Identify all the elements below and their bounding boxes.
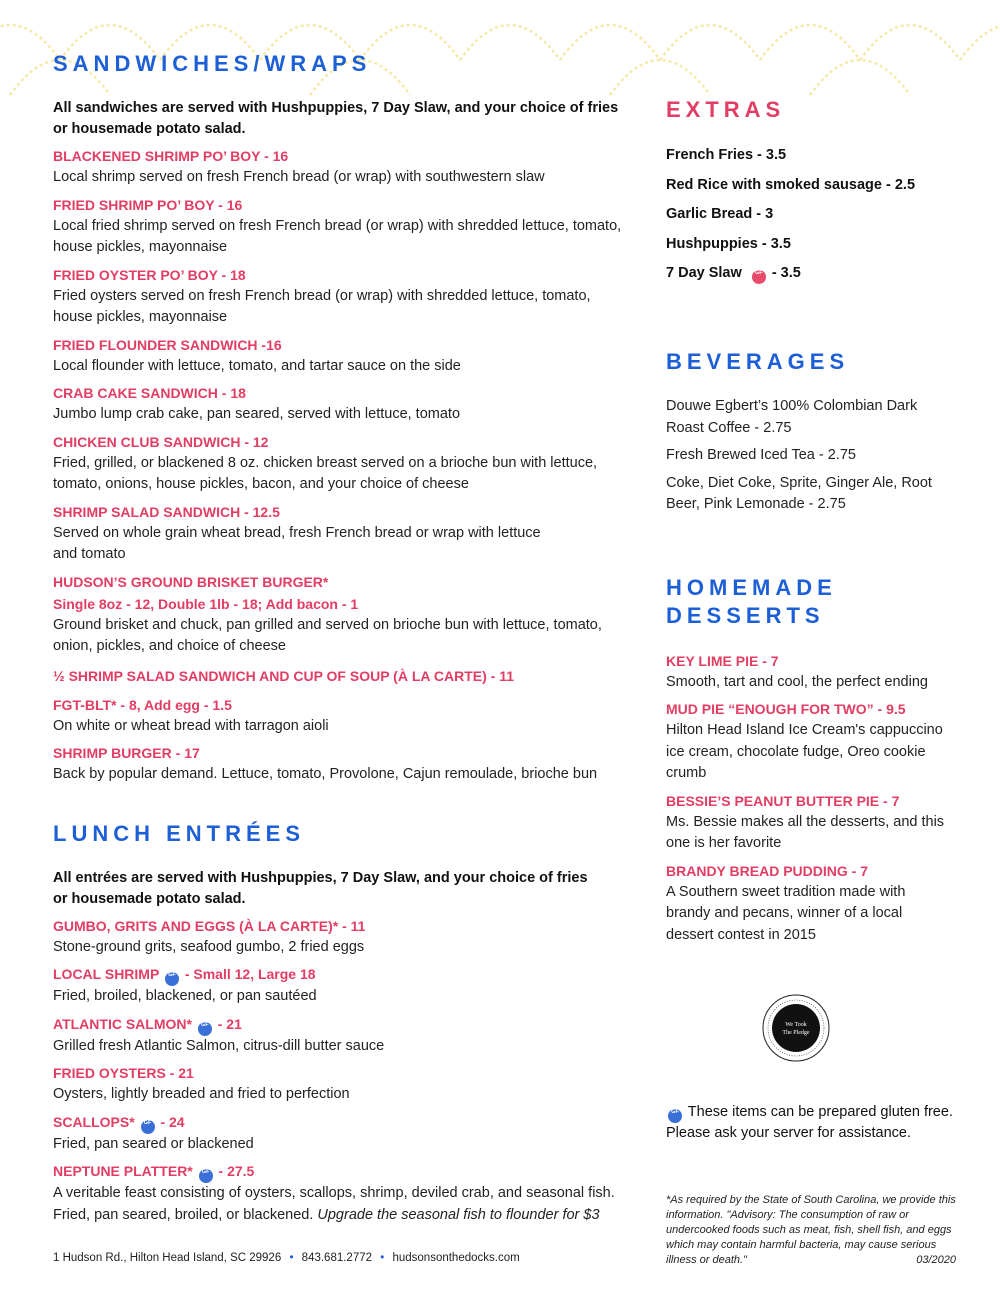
item-desc: Stone-ground grits, seafood gumbo, 2 fried eggs	[53, 938, 365, 955]
item-desc: Jumbo lump crab cake, pan seared, served with lettuce, tomato	[53, 406, 461, 422]
item-desc: Hilton Head Island Ice Cream's cappuccino ice cream, chocolate fudge, Oreo cookie crumb	[666, 722, 943, 781]
item-desc: Local fried shrimp served on fresh French bread (or wrap) with shredded lettuce, tomato, house pickles, mayonnaise	[53, 217, 622, 255]
item-name-main: ATLANTIC SALMON*	[53, 1015, 192, 1032]
menu-item	[53, 1111, 633, 1156]
gluten-free-note	[666, 1102, 966, 1144]
item-name: KEY LIME PIE - 7	[666, 652, 779, 669]
item-name: FRIED SHRIMP PO’ BOY - 16	[53, 196, 243, 213]
beverages-list	[666, 396, 936, 516]
item-name: HUDSON’S GROUND BRISKET BURGER*	[53, 573, 329, 590]
item-name: FGT-BLT* - 8, Add egg - 1.5	[53, 696, 232, 713]
extras-item: Hushpuppies - 3.5	[666, 235, 791, 252]
menu-item	[53, 145, 633, 189]
menu-item	[53, 963, 633, 1008]
item-desc: Local shrimp served on fresh French bread (or wrap) with southwestern slaw	[53, 169, 545, 185]
menu-item	[53, 694, 633, 738]
menu-item	[53, 571, 633, 658]
item-price: - Small 12, Large 18	[184, 966, 316, 982]
extras-list	[666, 144, 966, 284]
item-name: CRAB CAKE SANDWICH - 18	[53, 385, 246, 401]
item-desc-upgrade: Upgrade the seasonal fish to flounder for $3	[317, 1206, 600, 1223]
extras-item: French Fries - 3.5	[666, 147, 787, 163]
health-advisory	[666, 1193, 956, 1268]
footer-website[interactable]: hudsonsonthedocks.com	[392, 1252, 520, 1264]
beverages-title: BEVERAGES	[666, 349, 850, 374]
footer	[53, 1252, 520, 1264]
extras-item: Garlic Bread - 3	[666, 206, 774, 222]
footer-phone: 843.681.2772	[301, 1252, 373, 1264]
menu-item	[53, 194, 633, 259]
item-name: MUD PIE “ENOUGH FOR TWO” - 9.5	[666, 701, 906, 717]
item-desc: Fried, pan seared or blackened	[53, 1135, 254, 1152]
item-name: CHICKEN CLUB SANDWICH - 12	[53, 433, 269, 450]
menu-item	[53, 915, 633, 959]
menu-item	[53, 1013, 633, 1058]
beverage-item: Douwe Egbert’s 100% Colombian Dark Roast Coffee - 2.75	[666, 398, 918, 436]
item-desc-main: A veritable feast consisting of oysters, scallops, shrimp, deviled crab, and seasonal fish. Fried, pan seared, broiled, or blackened.	[53, 1185, 615, 1223]
item-desc: Local flounder with lettuce, tomato, and tartar sauce on the side	[53, 357, 461, 374]
item-name: FRIED OYSTER PO’ BOY - 18	[53, 266, 246, 283]
menu-item	[53, 501, 633, 566]
item-desc: Back by popular demand. Lettuce, tomato, Provolone, Cajun remoulade, brioche bun	[53, 766, 598, 782]
item-desc: A Southern sweet tradition made with brandy and pecans, winner of a local dessert contest in 2015	[666, 883, 906, 943]
pledge-seal-logo	[761, 993, 831, 1063]
left-column	[53, 50, 633, 1226]
item-price: - 27.5	[218, 1163, 255, 1179]
item-price: - 21	[217, 1015, 242, 1032]
item-desc: Ground brisket and chuck, pan grilled and served on brioche bun with lettuce, tomato, onion, pickles, and choice of cheese	[53, 616, 602, 654]
item-name: FRIED OYSTERS - 21	[53, 1065, 194, 1081]
menu-item	[666, 698, 956, 785]
gluten-free-icon: GF	[668, 1109, 682, 1123]
menu-item	[53, 1160, 633, 1226]
item-desc: Smooth, tart and cool, the perfect ending	[666, 673, 928, 690]
item-name: SHRIMP SALAD SANDWICH - 12.5	[53, 503, 280, 520]
seal-line1: We Took	[785, 1022, 807, 1028]
menu-date: 03/2020	[916, 1254, 956, 1266]
right-column	[666, 96, 966, 946]
extras-item: Red Rice with smoked sausage - 2.5	[666, 176, 916, 193]
sandwiches-intro: All sandwiches are served with Hushpuppies, 7 Day Slaw, and your choice of fries or housemade potato salad.	[53, 100, 619, 137]
item-name: SHRIMP BURGER - 17	[53, 745, 200, 761]
item-desc: Served on whole grain wheat bread, fresh French bread or wrap with lettuce and tomato	[53, 524, 541, 562]
extras-title: EXTRAS	[666, 97, 786, 122]
lunch-title: LUNCH ENTRÉES	[53, 820, 306, 846]
gluten-free-icon: GF	[165, 972, 179, 986]
item-name	[53, 1160, 633, 1183]
gluten-free-icon: GF	[141, 1120, 155, 1134]
item-price: - 24	[160, 1113, 185, 1130]
advisory-text: *As required by the State of South Carolina, we provide this information. "Advisory: The consumption of raw or undercooked foods such as meat, fish, shell fish, and eggs which may contain harmful bacteria, may cause serious illness or death."	[666, 1194, 956, 1266]
item-desc: Ms. Bessie makes all the desserts, and this one is her favorite	[666, 813, 945, 851]
item-name: BLACKENED SHRIMP PO’ BOY - 16	[53, 148, 289, 164]
extras-item	[666, 262, 966, 284]
footer-address: 1 Hudson Rd., Hilton Head Island, SC 29926	[53, 1252, 282, 1264]
item-desc: Fried, grilled, or blackened 8 oz. chicken breast served on a brioche bun with lettuce, tomato, onions, house pickles, bacon, and your choice of cheese	[53, 454, 598, 492]
item-subprice: Single 8oz - 12, Double 1lb - 18; Add bacon - 1	[53, 595, 359, 612]
item-desc: Fried, broiled, blackened, or pan sautéed	[53, 988, 317, 1004]
extras-item-price: - 3.5	[771, 265, 801, 281]
menu-item	[666, 650, 956, 694]
item-name-main: NEPTUNE PLATTER*	[53, 1163, 193, 1179]
item-name-main: LOCAL SHRIMP	[53, 966, 160, 982]
menu-item	[53, 431, 633, 496]
item-name: BESSIE’S PEANUT BUTTER PIE - 7	[666, 792, 900, 809]
bullet-separator: •	[289, 1252, 294, 1264]
item-name-main: SCALLOPS*	[53, 1113, 135, 1130]
gluten-free-icon: GF	[199, 1169, 213, 1183]
item-desc: Grilled fresh Atlantic Salmon, citrus-dill butter sauce	[53, 1037, 385, 1054]
beverage-item: Coke, Diet Coke, Sprite, Ginger Ale, Root Beer, Pink Lemonade - 2.75	[666, 474, 932, 512]
sandwiches-title: SANDWICHES/WRAPS	[53, 51, 372, 76]
desserts-list	[666, 650, 956, 947]
menu-item	[666, 860, 956, 947]
item-desc: On white or wheat bread with tarragon aioli	[53, 717, 329, 734]
desserts-title	[666, 574, 966, 630]
beverage-item: Fresh Brewed Iced Tea - 2.75	[666, 447, 856, 463]
menu-item	[53, 382, 633, 426]
item-name	[53, 1111, 633, 1134]
extras-item-name: 7 Day Slaw	[666, 265, 742, 281]
item-name: ½ SHRIMP SALAD SANDWICH AND CUP OF SOUP (À LA CARTE) - 11	[53, 667, 515, 684]
item-name: GUMBO, GRITS AND EGGS (À LA CARTE)* - 11	[53, 917, 366, 934]
item-desc	[53, 1183, 633, 1226]
item-name: FRIED FLOUNDER SANDWICH -16	[53, 336, 282, 353]
item-name	[53, 1013, 633, 1036]
item-desc: Oysters, lightly breaded and fried to perfection	[53, 1086, 350, 1102]
menu-item	[53, 264, 633, 329]
item-name	[53, 963, 633, 986]
seal-line2: The Pledge	[782, 1030, 810, 1036]
menu-item	[53, 1062, 633, 1106]
item-desc: Fried oysters served on fresh French bread (or wrap) with shredded lettuce, tomato, house pickles, mayonnaise	[53, 287, 591, 325]
item-name: BRANDY BREAD PUDDING - 7	[666, 862, 868, 879]
gluten-free-icon: GF	[198, 1022, 212, 1036]
bullet-separator: •	[380, 1252, 385, 1264]
lunch-intro: All entrées are served with Hushpuppies, 7 Day Slaw, and your choice of fries or housemade potato salad.	[53, 869, 588, 907]
desserts-title-line1: HOMEMADE	[666, 574, 837, 600]
menu-item	[53, 665, 633, 687]
gluten-free-note-text: These items can be prepared gluten free. Please ask your server for assistance.	[666, 1104, 953, 1141]
menu-item	[53, 742, 633, 786]
gluten-free-icon: GF	[752, 270, 766, 284]
menu-item	[53, 334, 633, 378]
menu-item	[666, 790, 956, 855]
desserts-title-line2: DESSERTS	[666, 602, 825, 628]
